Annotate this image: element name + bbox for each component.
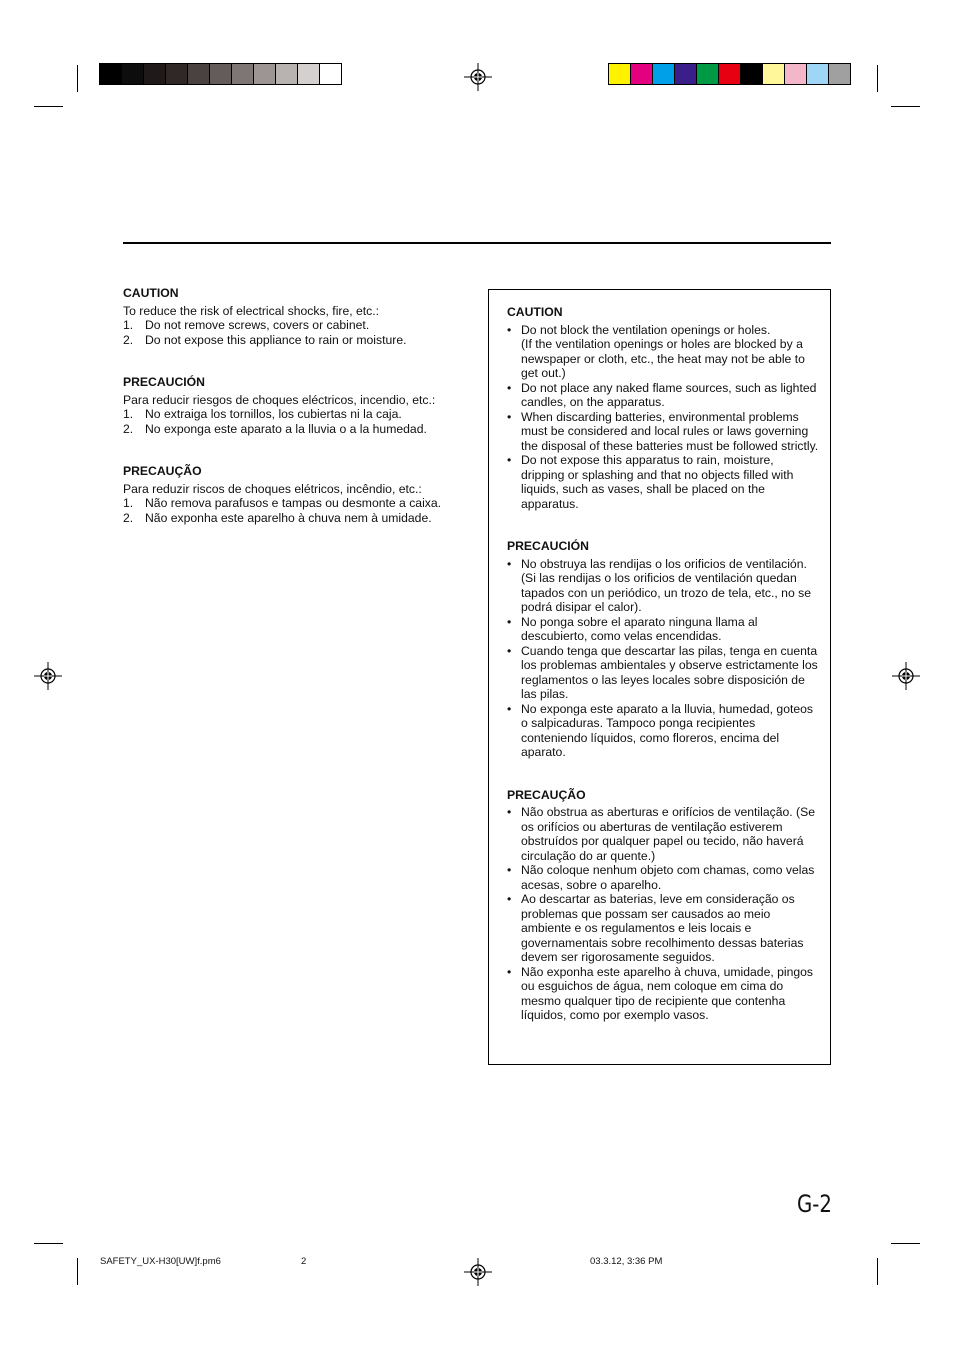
crop-mark xyxy=(877,65,878,92)
caution-box xyxy=(488,289,831,1065)
item-text: No extraiga los tornillos, los cubiertas ni la caja. xyxy=(145,407,402,421)
color-swatch xyxy=(785,64,807,84)
bullet-text: No obstruya las rendijas o los orificios de ventilación. (Si las rendijas o los orificios de ventilación quedan tapados con un periódico, un trozo de tela, etc., no se podrá disipar el calor). xyxy=(521,556,811,614)
registration-mark-icon xyxy=(464,1258,492,1286)
caution-section-pt xyxy=(123,464,468,525)
color-swatch xyxy=(210,64,232,84)
item-text: No exponga este aparato a la lluvia o a la humedad. xyxy=(145,421,427,436)
bullet-item: • Não obstrua as aberturas e orifícios de ventilação. (Se os orifícios ou aberturas de ventilação estiverem obstruídos por qualquer papel ou tecido, não haverá circulação do ar quente.) xyxy=(507,805,819,863)
box-section-pt xyxy=(507,788,819,1023)
caution-section-es xyxy=(123,375,468,436)
item-text: Não remova parafusos e tampas ou desmonte a caixa. xyxy=(145,496,442,510)
bullet-item: • Cuando tenga que descartar las pilas, tenga en cuenta los problemas ambientales y observe estrictamente los reglamentos o las leyes locales sobre disposición de las pilas. xyxy=(507,643,818,701)
box-section-en xyxy=(507,305,819,511)
section-title: PRECAUCIÓN xyxy=(123,375,205,389)
section-title: PRECAUÇÃO xyxy=(507,787,586,802)
color-swatch xyxy=(807,64,829,84)
color-swatch xyxy=(254,64,276,84)
crop-mark xyxy=(77,65,78,92)
color-swatch xyxy=(631,64,653,84)
color-swatch xyxy=(653,64,675,84)
bullet-item: • Do not place any naked flame sources, such as lighted candles, on the apparatus. xyxy=(507,381,819,410)
bullet-text: Não exponha este aparelho à chuva, umidade, pingos ou esguichos de água, nem coloque em cima do mesmo qualquer tipo de recipiente que contenha líquidos, como por exemplo vasos. xyxy=(521,964,814,1022)
bullet-item: • Ao descartar as baterias, leve em consideração os problemas que possam ser causados ao meio ambiente e os regulamentos e leis locais e governamentais sobre recolhimento dessas baterias devem ser rigorosamente seguidos. xyxy=(507,892,819,965)
bullet-item: • No obstruya las rendijas o los orificios de ventilación. (Si las rendijas o los orificios de ventilación quedan tapados con un periódico, un trozo de tela, etc., no se podrá disipar el calor). xyxy=(507,557,819,615)
list-item xyxy=(123,333,468,348)
item-number: 1. xyxy=(123,318,134,332)
section-title: CAUTION xyxy=(507,305,563,319)
bullet-text: Do not expose this apparatus to rain, moisture, dripping or splashing and that no objects filled with liquids, such as vases, shall be placed on the apparatus. xyxy=(521,453,794,511)
item-number: 2. xyxy=(123,332,134,347)
section-intro: To reduce the risk of electrical shocks, fire, etc.: xyxy=(123,303,380,318)
grayscale-color-bar xyxy=(99,63,342,85)
crop-mark xyxy=(34,106,63,107)
list-item xyxy=(123,422,468,437)
item-text: Do not expose this appliance to rain or moisture. xyxy=(145,332,407,347)
color-swatch xyxy=(763,64,785,84)
bullet-text: Do not block the ventilation openings or holes. (If the ventilation openings or holes are blocked by a newspaper or cloth, etc., the heat may not be able to get out.) xyxy=(521,322,805,380)
color-swatch xyxy=(232,64,254,84)
header-rule xyxy=(123,242,831,244)
item-text: Do not remove screws, covers or cabinet. xyxy=(145,318,370,332)
bullet-text: Não coloque nenhum objeto com chamas, como velas acesas, sobre o aparelho. xyxy=(521,863,815,892)
footer-datetime: 03.3.12, 3:36 PM xyxy=(590,1256,663,1267)
section-intro: Para reduzir riscos de choques elétricos, incêndio, etc.: xyxy=(123,481,422,496)
registration-mark-icon xyxy=(464,63,492,91)
item-number: 2. xyxy=(123,510,134,525)
caution-section-en xyxy=(123,286,468,347)
item-number: 1. xyxy=(123,496,134,510)
color-swatch xyxy=(609,64,631,84)
registration-mark-icon xyxy=(892,662,920,690)
bullet-item: • When discarding batteries, environmental problems must be considered and local rules or laws governing the disposal of these batteries must be followed strictly. xyxy=(507,409,819,453)
process-color-bar xyxy=(608,63,851,85)
left-column xyxy=(123,286,468,553)
bullet-item: • No exponga este aparato a la lluvia, humedad, goteos o salpicaduras. Tampoco ponga recipientes conteniendo líquidos, como floreros, encima del aparato. xyxy=(507,702,819,760)
bullet-item: • No ponga sobre el aparato ninguna llama al descubierto, como velas encendidas. xyxy=(507,615,819,644)
bullet-text: Cuando tenga que descartar las pilas, tenga en cuenta los problemas ambientales y observe estrictamente los reglamentos o las leyes locales sobre disposición de las pilas. xyxy=(521,643,818,701)
color-swatch xyxy=(166,64,188,84)
color-swatch xyxy=(298,64,320,84)
bullet-text: When discarding batteries, environmental problems must be considered and local rules or laws governing the disposal of these batteries must be followed strictly. xyxy=(521,409,819,453)
section-title: PRECAUÇÃO xyxy=(123,464,202,478)
section-title: CAUTION xyxy=(123,286,179,300)
crop-mark xyxy=(877,1258,878,1285)
color-swatch xyxy=(829,64,850,84)
bullet-text: Não obstrua as aberturas e orifícios de ventilação. (Se os orifícios ou aberturas de ventilação estiverem obstruídos por qualquer papel ou tecido, não haverá circulação do ar quente.) xyxy=(521,805,816,863)
color-swatch xyxy=(719,64,741,84)
crop-mark xyxy=(891,1243,920,1244)
item-text: Não exponha este aparelho à chuva nem à umidade. xyxy=(145,510,432,525)
bullet-text: Ao descartar as baterias, leve em consideração os problemas que possam ser causados ao meio ambiente e os regulamentos e leis locais e governamentais sobre recolhimento dessas baterias devem ser rigorosamente seguidos. xyxy=(521,892,804,964)
bullet-text: No ponga sobre el aparato ninguna llama al descubierto, como velas encendidas. xyxy=(521,614,758,643)
item-number: 2. xyxy=(123,421,134,436)
color-swatch xyxy=(122,64,144,84)
bullet-item: • Não coloque nenhum objeto com chamas, como velas acesas, sobre o aparelho. xyxy=(507,863,819,892)
list-item xyxy=(123,407,468,422)
registration-mark-icon xyxy=(34,662,62,690)
bullet-text: Do not place any naked flame sources, such as lighted candles, on the apparatus. xyxy=(521,380,817,409)
footer-page: 2 xyxy=(301,1256,307,1267)
list-item xyxy=(123,496,468,511)
section-title: PRECAUCIÓN xyxy=(507,539,589,553)
box-section-es xyxy=(507,539,819,760)
crop-mark xyxy=(77,1258,78,1285)
color-swatch xyxy=(144,64,166,84)
crop-mark xyxy=(891,106,920,107)
footer-filename: SAFETY_UX-H30[UW]f.pm6 xyxy=(100,1256,221,1267)
list-item xyxy=(123,318,468,333)
bullet-item: • Do not block the ventilation openings or holes. (If the ventilation openings or holes are blocked by a newspaper or cloth, etc., the heat may not be able to get out.) xyxy=(507,323,819,381)
item-number: 1. xyxy=(123,407,134,421)
bullet-item: • Do not expose this apparatus to rain, moisture, dripping or splashing and that no objects filled with liquids, such as vases, shall be placed on the apparatus. xyxy=(507,453,819,511)
color-swatch xyxy=(741,64,763,84)
color-swatch xyxy=(675,64,697,84)
bullet-item: • Não exponha este aparelho à chuva, umidade, pingos ou esguichos de água, nem coloque em cima do mesmo qualquer tipo de recipiente que contenha líquidos, como por exemplo vasos. xyxy=(507,965,819,1023)
list-item xyxy=(123,511,468,526)
crop-mark xyxy=(34,1243,63,1244)
bullet-text: No exponga este aparato a la lluvia, humedad, goteos o salpicaduras. Tampoco ponga recipientes conteniendo líquidos, como floreros, encima del aparato. xyxy=(521,701,814,759)
page-number: G-2 xyxy=(797,1190,832,1218)
color-swatch xyxy=(697,64,719,84)
caution-box-content xyxy=(507,305,819,1023)
color-swatch xyxy=(100,64,122,84)
section-intro: Para reducir riesgos de choques eléctricos, incendio, etc.: xyxy=(123,392,436,407)
color-swatch xyxy=(320,64,341,84)
color-swatch xyxy=(188,64,210,84)
color-swatch xyxy=(276,64,298,84)
